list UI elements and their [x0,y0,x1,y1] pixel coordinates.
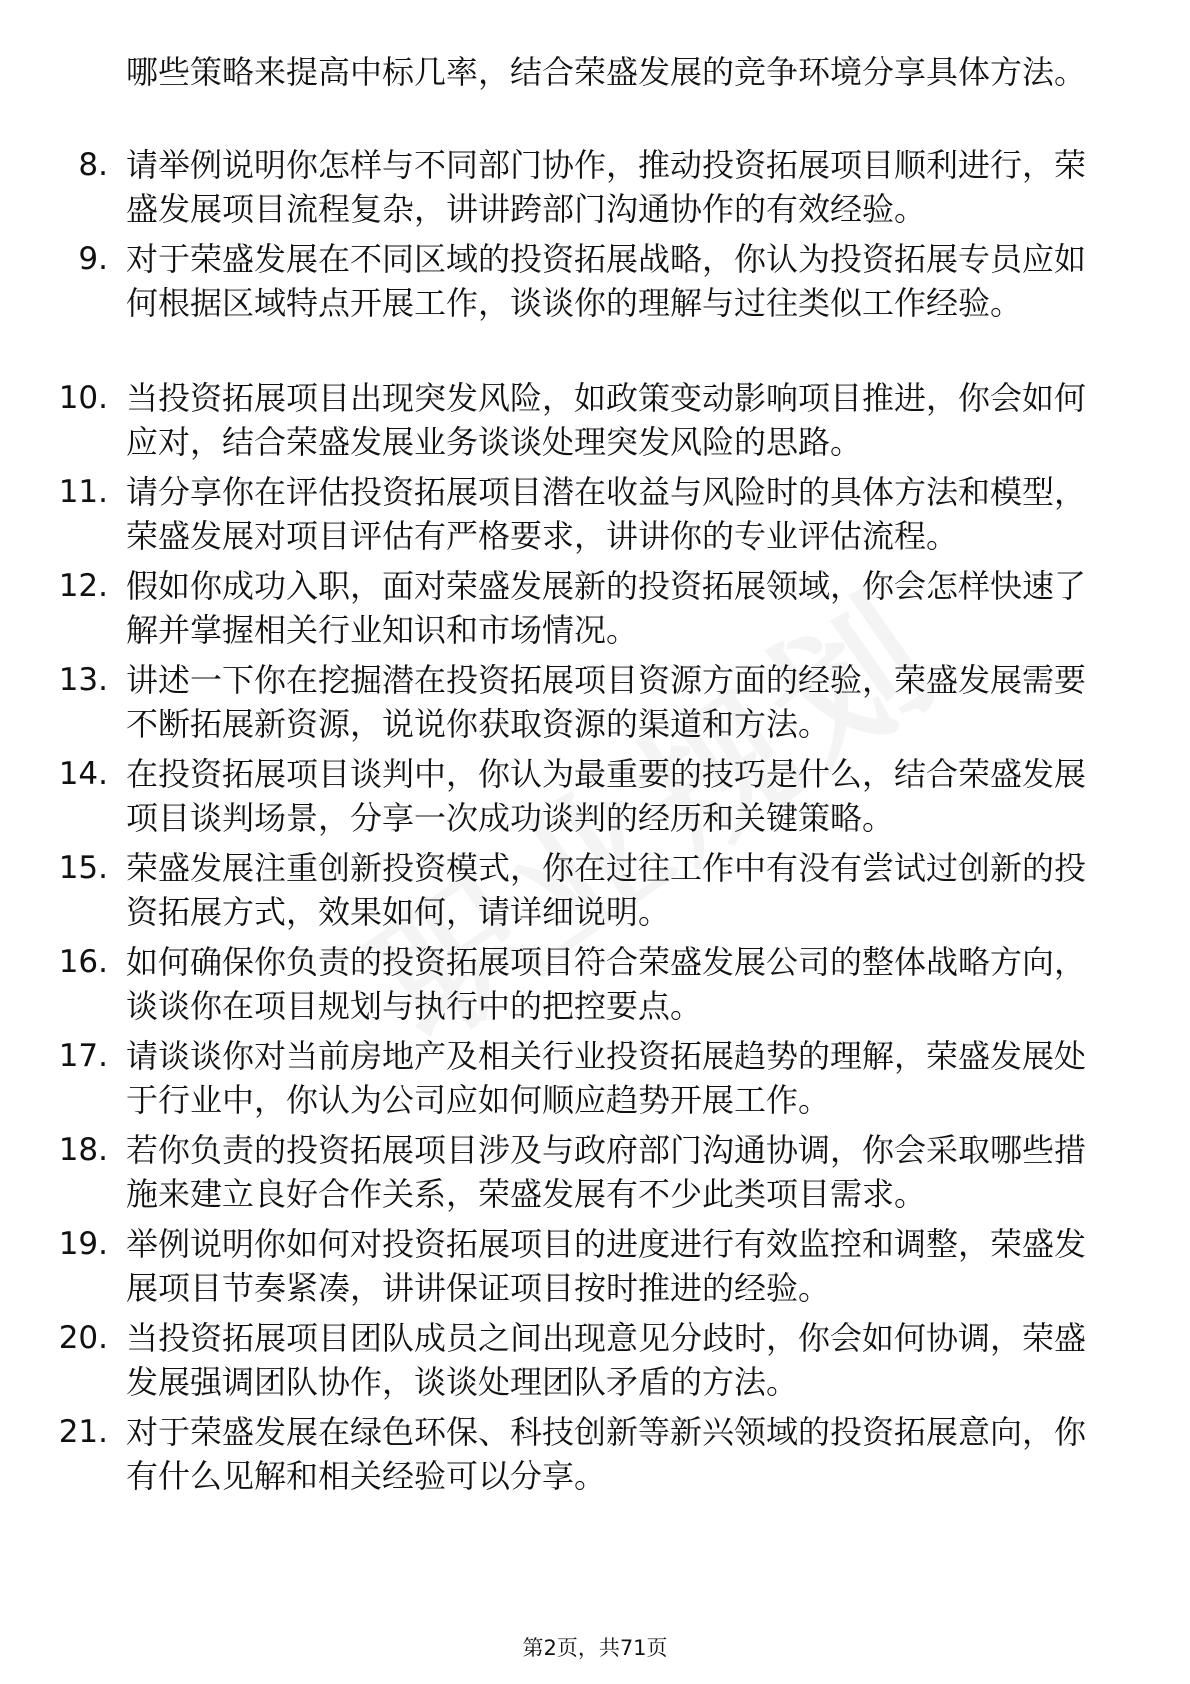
list-item-text: 荣盛发展注重创新投资模式，你在过往工作中有没有尝试过创新的投资拓展方式，效果如何，请详细说明。 [126,849,1087,931]
list-item-text: 当投资拓展项目团队成员之间出现意见分歧时，你会如何协调，荣盛发展强调团队协作，谈谈处理团队矛盾的方法。 [126,1319,1087,1401]
list-item-text: 举例说明你如何对投资拓展项目的进度进行有效监控和调整，荣盛发展项目节奏紧凑，讲讲保证项目按时推进的经验。 [126,1225,1087,1307]
list-item-number: 21. [58,1414,108,1450]
list-item-text: 请谈谈你对当前房地产及相关行业投资拓展趋势的理解，荣盛发展处于行业中，你认为公司应如何顺应趋势开展工作。 [126,1037,1087,1119]
list-item-number: 17. [58,1038,108,1074]
list-item-text: 假如你成功入职，面对荣盛发展新的投资拓展领域，你会怎样快速了解并掌握相关行业知识和市场情况。 [126,567,1087,649]
continued-paragraph: 哪些策略来提高中标几率，结合荣盛发展的竞争环境分享具体方法。 [126,53,1087,91]
list-item-text: 若你负责的投资拓展项目涉及与政府部门沟通协调，你会采取哪些措施来建立良好合作关系，荣盛发展有不少此类项目需求。 [126,1131,1087,1213]
list-item-text: 请分享你在评估投资拓展项目潜在收益与风险时的具体方法和模型，荣盛发展对项目评估有严格要求，讲讲你的专业评估流程。 [126,473,1087,555]
list-item-number: 19. [58,1226,108,1262]
list-item-text: 对于荣盛发展在绿色环保、科技创新等新兴领域的投资拓展意向，你有什么见解和相关经验可以分享。 [126,1413,1087,1495]
list-item-number: 10. [58,380,108,416]
list-item-number: 15. [58,850,108,886]
list-item-text: 如何确保你负责的投资拓展项目符合荣盛发展公司的整体战略方向，谈谈你在项目规划与执行中的把控要点。 [126,943,1087,1025]
list-item-number: 14. [58,756,108,792]
list-item-number: 11. [58,474,108,510]
page-number: 第2页，共71页 [522,1636,668,1660]
list-item-text: 讲述一下你在挖掘潜在投资拓展项目资源方面的经验，荣盛发展需要不断拓展新资源，说说你获取资源的渠道和方法。 [126,661,1087,743]
list-item-number: 16. [58,944,108,980]
list-item-text: 请举例说明你怎样与不同部门协作，推动投资拓展项目顺利进行，荣盛发展项目流程复杂，讲讲跨部门沟通协作的有效经验。 [126,146,1087,228]
list-item-number: 13. [58,662,108,698]
list-item-number: 8. [78,147,108,183]
list-item-text: 对于荣盛发展在不同区域的投资拓展战略，你认为投资拓展专员应如何根据区域特点开展工作，谈谈你的理解与过往类似工作经验。 [126,240,1087,322]
list-item-text: 在投资拓展项目谈判中，你认为最重要的技巧是什么，结合荣盛发展项目谈判场景，分享一次成功谈判的经历和关键策略。 [126,755,1087,837]
list-item-number: 18. [58,1132,108,1168]
list-item-number: 9. [78,241,108,277]
list-item-number: 12. [58,568,108,604]
list-item-text: 当投资拓展项目出现突发风险，如政策变动影响项目推进，你会如何应对，结合荣盛发展业务谈谈处理突发风险的思路。 [126,379,1087,461]
list-item-number: 20. [58,1320,108,1356]
